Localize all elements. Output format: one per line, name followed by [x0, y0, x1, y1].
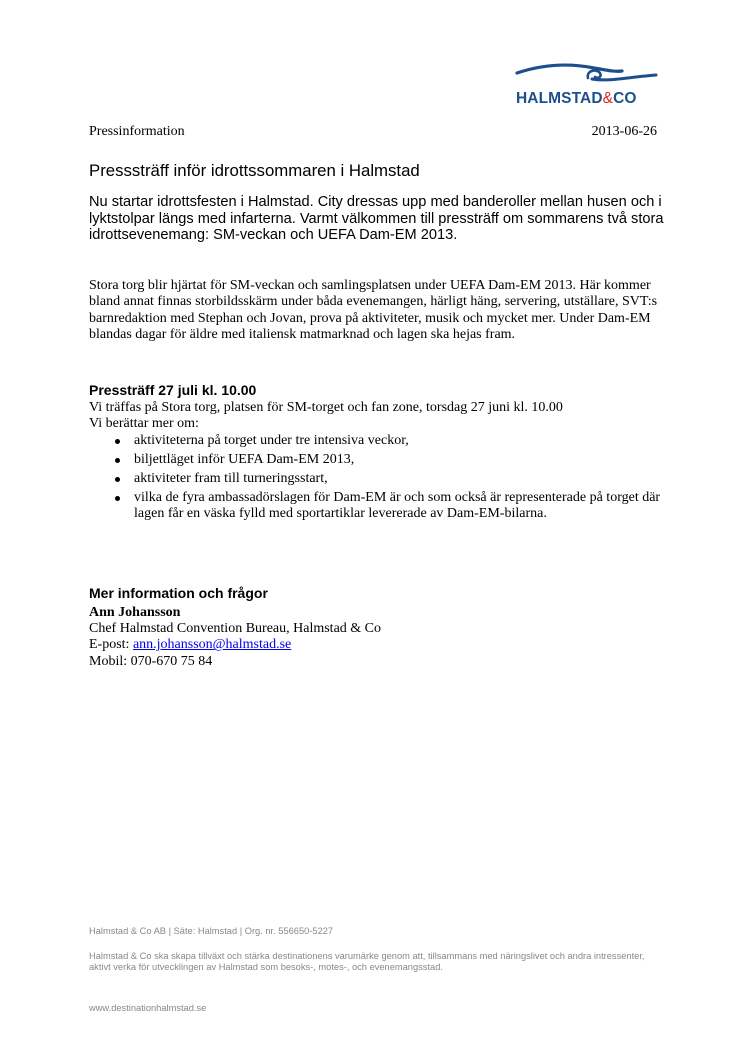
lead-paragraph: Nu startar idrottsfesten i Halmstad. City dressas upp med banderoller mellan husen och i lyktstolpar längs med infarterna. Varmt välkommen till pressträff om sommarens två stora idrottsevenemang: SM-veckan och UEFA Dam-EM 2013.	[89, 194, 664, 243]
bullet-icon	[115, 439, 120, 444]
contact-role: Chef Halmstad Convention Bureau, Halmstad & Co	[89, 621, 382, 637]
logo-ampersand: &	[602, 90, 614, 107]
logo-co: CO	[613, 90, 637, 107]
list-item: aktiviteter fram till turneringsstart,	[89, 471, 669, 487]
contact-heading: Mer information och frågor	[89, 585, 268, 601]
wave-logo-icon	[514, 60, 660, 90]
meeting-details	[89, 400, 669, 433]
footer-mission: Halmstad & Co ska skapa tillväxt och stärka destinationens varumärke genom att, tillsammans med näringslivet och andra intressenter, aktivt verka för utvecklingen av Halmstad som besoks-, motes-, och evenemangsstad.	[89, 951, 645, 972]
page-title: Presssträff inför idrottssommaren i Halmstad	[89, 161, 420, 180]
contact-phone: Mobil: 070-670 75 84	[89, 653, 213, 669]
list-item: biljettläget inför UEFA Dam-EM 2013,	[89, 452, 669, 468]
contact-block	[89, 605, 381, 670]
logo-name: HALMSTAD	[516, 90, 603, 107]
email-label: E-post:	[89, 637, 133, 653]
logo-wordmark	[516, 90, 637, 108]
footer-company: Halmstad & Co AB | Säte: Halmstad | Org. nr. 556650-5227	[89, 926, 334, 936]
bullet-icon	[115, 477, 120, 482]
document-type: Pressinformation	[89, 124, 185, 139]
list-item: aktiviteterna på torget under tre intensiva veckor,	[89, 433, 669, 449]
email-link[interactable]: ann.johansson@halmstad.se	[132, 637, 292, 653]
meeting-line-2: Vi berättar mer om:	[89, 416, 199, 432]
halmstad-co-logo	[514, 60, 660, 110]
body-paragraph: Stora torg blir hjärtat för SM-veckan och samlingsplatsen under UEFA Dam-EM 2013. Här kommer bland annat finnas storbildsskärm under båda evenemangen, härligt häng, servering, utställare, SVT:s barnredaktion med Stephan och Jovan, prova på aktiviteter, musik och mycket mer. Under Dam-EM blandas dagar för äldre med italiensk matmarknad och lagen ska hejas fram.	[89, 278, 658, 343]
topics-list	[89, 433, 669, 525]
meeting-heading: Pressträff 27 juli kl. 10.00	[89, 382, 257, 398]
list-item: vilka de fyra ambassadörslagen för Dam-EM är och som också är representerade på torget där lagen får en väska fylld med sportartiklar levererade av Dam-EM-bilarna.	[89, 490, 669, 523]
bullet-icon	[115, 458, 120, 463]
footer-website[interactable]: www.destinationhalmstad.se	[89, 1003, 207, 1013]
document-date: 2013-06-26	[591, 124, 657, 139]
bullet-icon	[115, 496, 120, 501]
meeting-line-1: Vi träffas på Stora torg, platsen för SM-torget och fan zone, torsdag 27 juni kl. 10.00	[89, 400, 563, 415]
contact-email-line	[89, 637, 381, 653]
contact-name: Ann Johansson	[89, 605, 181, 620]
